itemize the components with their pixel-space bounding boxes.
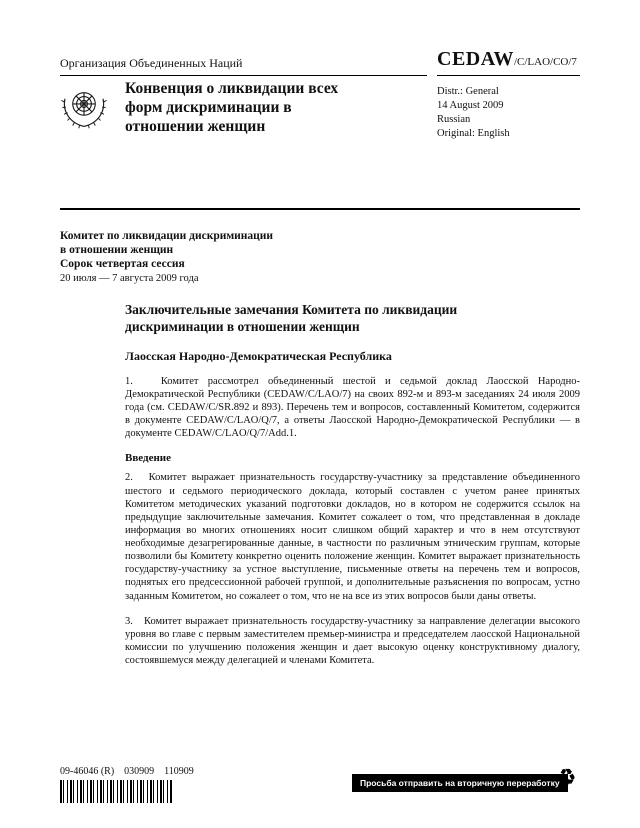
doc-symbol-rest: /C/LAO/CO/7	[513, 56, 577, 68]
doc-symbol	[437, 48, 577, 71]
barcode	[60, 780, 172, 803]
committee-block	[60, 230, 310, 285]
paragraph-1: 1. Комитет рассмотрел объединенный шестой и седьмой доклад Лаосской Народно-Демократической Республики (CEDAW/C/LAO/7) на своих 892-м и 893-м заседаниях 24 июля 2009 года (см. CEDAW/C/SR.892 и 893). Перечень тем и вопросов, составленный Комитетом, содержится в документе CEDAW/C/LAO/Q/7, а ответы Лаосской Народно-Демократической Республики — в документе CEDAW/C/LAO/Q/7/Add.1.	[125, 375, 580, 440]
un-emblem-icon	[58, 84, 110, 136]
org-name: Организация Объединенных Наций	[60, 56, 243, 70]
header-rule-left	[60, 75, 427, 76]
document-number: 09-46046 (R) 030909 110909	[60, 766, 194, 777]
country-heading: Лаосская Народно-Демократическая Республика	[125, 348, 392, 363]
recycle-icon: ♻	[556, 765, 577, 791]
intro-heading: Введение	[125, 452, 172, 465]
convention-title: Конвенция о ликвидации всех форм дискриминации в отношении женщин	[125, 80, 339, 135]
paragraph-2: 2. Комитет выражает признательность государству-участнику за представление объединенного шестого и седьмого периодического доклада, который составлен с учетом ранее принятых Комитетом методических указаний подготовки докладов, но в котором не содержится ссылок на предыдущие заключительные замечания. Комитет сожалеет о том, что представленная в докладе информация во многих отношениях носит слишком общий характер и что в нем отсутствуют необходимые дезагрегированные данные, в частности по различным этническим группам, которые позволили бы Комитету конкретно оценить положение женщин. Комитет выражает признательность государству-участнику за устное выступление, письменные ответы на перечень тем и вопросов, поднятых его предсессионной рабочей группой, и дополнительные разъяснения по вопросам, устно заданным Комитетом, но сожалеет о том, что не на все из этих вопросов были даны ответы.	[125, 472, 580, 602]
date-line: 14 August 2009	[437, 99, 504, 111]
committee-name: Комитет по ликвидации дискриминации в отношении женщин	[60, 230, 274, 256]
doc-symbol-main: CEDAW	[437, 48, 514, 70]
distribution-info	[437, 85, 510, 140]
paragraph-3: 3. Комитет выражает признательность государству-участнику за направление делегации высокого уровня во главе с первым заместителем премьер-министра и председателем лаосской Национальной комиссии по улучшению положения женщин и дает высокую оценку конструктивному диалогу, состоявшемуся между делегацией и членами Комитета.	[125, 615, 580, 666]
document-title: Заключительные замечания Комитета по ликвидации дискриминации в отношении женщин	[125, 302, 458, 334]
session-dates: 20 июля — 7 августа 2009 года	[60, 272, 199, 284]
session-title: Сорок четвертая сессия	[60, 258, 185, 271]
original-line: Original: English	[437, 127, 510, 139]
document-body	[125, 302, 580, 679]
recycle-notice: Просьба отправить на вторичную переработку	[352, 774, 568, 792]
language-line: Russian	[437, 113, 471, 125]
distr-line: Distr.: General	[437, 86, 499, 97]
header-rule-right	[437, 75, 580, 76]
header-thick-rule	[60, 208, 580, 210]
